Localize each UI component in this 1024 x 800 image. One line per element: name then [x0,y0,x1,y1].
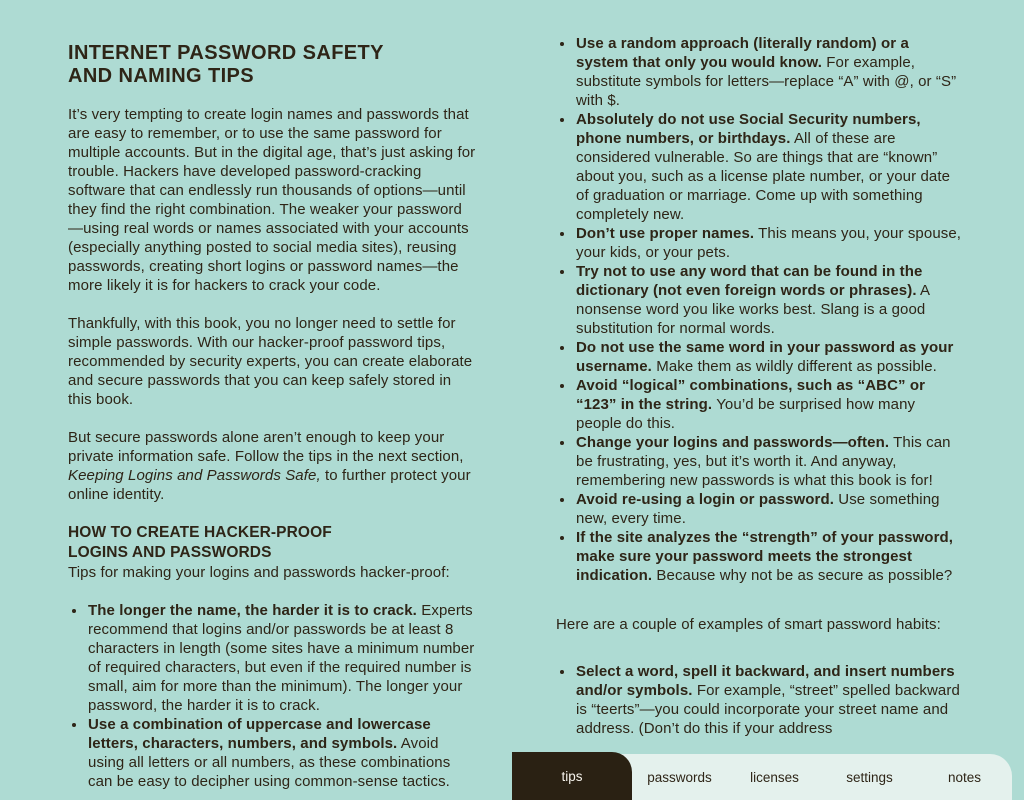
tip-item [575,490,964,528]
tip-bold: Use a random approach (literally random) or a system that only you would know. [576,35,909,71]
tip-rest: For example, substitute symbols for letters—replace “A” with @, or “S” with $. [576,54,957,109]
tip-rest: This means you, your spouse, your kids, or your pets. [576,225,962,261]
page-title [68,42,476,88]
section-reference-italic: Keeping Logins and Passwords Safe, [68,467,321,484]
next-section-paragraph [68,428,476,504]
tip-rest: All of these are considered vulnerable. So are things that are “known” about you, such as a license plate number, or your date of graduation or marriage. Come up with something completely new. [576,130,951,223]
tip-bold: Change your logins and passwords—often. [576,434,890,451]
tip-bold: Don’t use proper names. [576,225,755,242]
tips-list-right [556,34,964,585]
tip-bold: Try not to use any word that can be found in the dictionary (not even foreign words or phrases). [576,263,923,299]
tip-rest: This can be frustrating, yes, but it’s worth it. And anyway, remembering new passwords is what this book is for! [576,434,951,489]
tip-bold: If the site analyzes the “strength” of your password, make sure your password meets the strongest indication. [576,529,954,584]
tip-item [575,262,964,338]
tab-tips[interactable] [512,752,632,800]
subheading-lede: Tips for making your logins and passwords hacker-proof: [68,564,450,581]
tip-item [87,601,476,715]
right-column [556,34,964,738]
left-column [68,42,476,791]
next-section-text-end: to further protect your online identity. [68,467,471,503]
tip-item [87,715,476,791]
tip-item [575,110,964,224]
tab-passwords[interactable] [632,754,727,800]
tip-bold: Use a combination of uppercase and lowercase letters, characters, numbers, and symbols. [88,716,431,752]
page-title-line1: INTERNET PASSWORD SAFETY [68,42,384,64]
tip-bold: The longer the name, the harder it is to crack. [88,602,417,619]
tip-item [575,376,964,433]
tip-bold: Absolutely do not use Social Security numbers, phone numbers, or birthdays. [576,111,921,147]
tip-rest: Avoid using all letters or all numbers, as these combinations can be easy to decipher using common-sense tactics. [88,735,451,790]
tip-bold: Select a word, spell it backward, and insert numbers and/or symbols. [576,663,955,699]
tip-bold: Avoid re-using a login or password. [576,491,834,508]
tip-item [575,224,964,262]
tab-licenses[interactable] [727,754,822,800]
subheading [68,523,476,563]
tab-settings-label: settings [846,769,893,785]
next-section-text: But secure passwords alone aren’t enough to keep your private information safe. Follow the tips in the next section, [68,429,464,465]
subheading-line1: HOW TO CREATE HACKER-PROOF [68,524,332,541]
tab-notes-label: notes [947,769,982,785]
tip-item [575,338,964,376]
tab-notes[interactable] [917,754,1012,800]
intro-paragraph: It’s very tempting to create login names and passwords that are easy to remember, or to use the same password for multiple accounts. But in the digital age, that’s just asking for trouble. Hackers have developed password-cracking software that can endlessly run thousands of options—until they find the right combination. The weaker your password—using real words or names associated with your accounts (especially anything posted to social media sites), reusing passwords, creating short logins or password names—the more likely it is for hackers to crack your code. [68,106,476,294]
tab-settings[interactable] [822,754,917,800]
examples-interlude: Here are a couple of examples of smart password habits: [556,616,941,633]
tip-rest: For example, “street” spelled backward is “teerts”—you could incorporate your street name and address. (Don’t do this if your address [576,682,960,737]
tips-list-left [68,601,476,791]
page-title-line2: AND NAMING TIPS [68,65,254,87]
tip-rest: Because why not be as secure as possible? [656,567,953,584]
tip-rest: You’d be surprised how many people do this. [576,396,916,432]
subheading-line2: LOGINS AND PASSWORDS [68,544,272,561]
tip-item [575,433,964,490]
tip-item [575,662,964,738]
tip-rest: Experts recommend that logins and/or passwords be at least 8 characters in length (some sites have a minimum number of required characters, but even if the required number is small, aim for more than the minimum). The longer your password, the harder it is to crack. [88,602,475,714]
tab-licenses-label: licenses [750,769,799,785]
book-benefit-paragraph: Thankfully, with this book, you no longer need to settle for simple passwords. With our hacker-proof password tips, recommended by security experts, you can create elaborate and secure passwords that you can keep safely stored in this book. [68,315,473,408]
tip-item [575,528,964,585]
tip-bold: Avoid “logical” combinations, such as “ABC” or “123” in the string. [576,377,926,413]
tab-strip [632,754,1012,800]
tip-rest: A nonsense word you like works best. Slang is a good substitution for normal words. [576,282,930,337]
tip-bold: Do not use the same word in your password as your username. [576,339,954,375]
examples-list [556,662,964,738]
tip-rest: Use something new, every time. [576,491,940,527]
tab-passwords-label: passwords [647,769,712,785]
tip-item [575,34,964,110]
tab-tips-label: tips [561,768,583,784]
tip-rest: Make them as wildly different as possible. [656,358,937,375]
page-tab-bar [512,754,1012,800]
